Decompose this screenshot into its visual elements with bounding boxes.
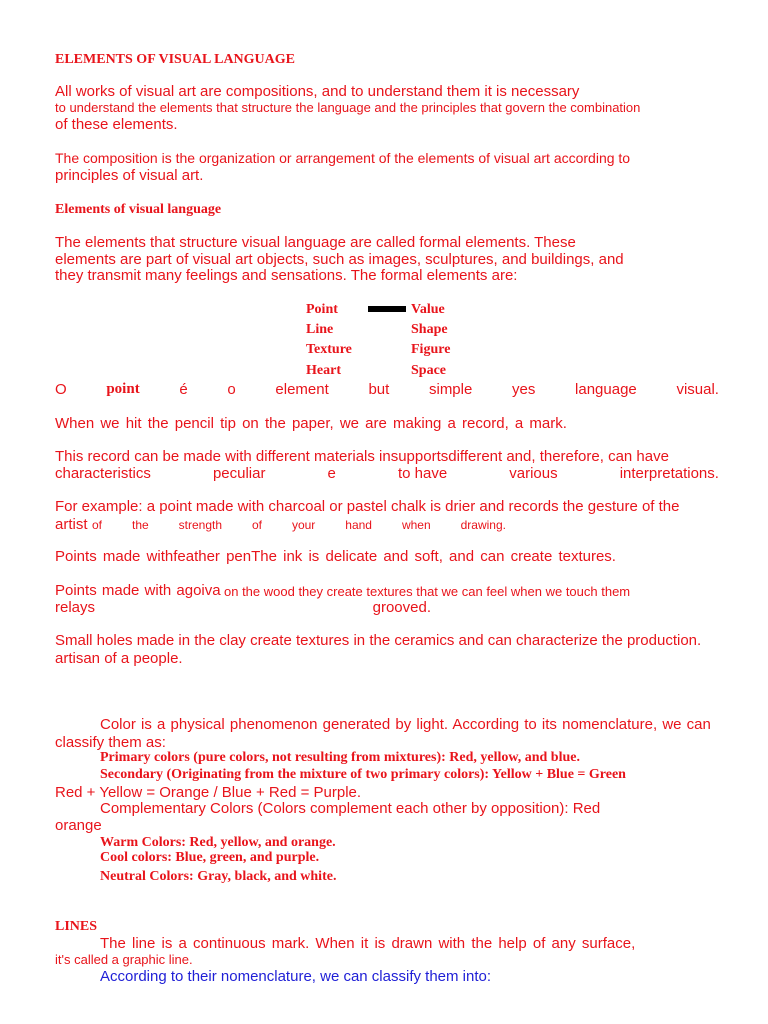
word: element <box>275 381 329 398</box>
word: hand <box>345 518 372 532</box>
word: o <box>227 381 236 398</box>
lines-heading: LINES <box>55 919 98 934</box>
intro-line-2: to understand the elements that structure the language and the principles that govern the combination <box>55 100 641 115</box>
intro-line-3: of these elements. <box>55 116 178 133</box>
lines-line-3: According to their nomenclature, we can classify them into: <box>100 968 492 985</box>
word: relays <box>55 599 96 616</box>
composition-line-2: principles of visual art. <box>55 167 204 184</box>
example-line-2-rest <box>92 519 506 531</box>
formal-element-left: Heart <box>306 363 341 378</box>
word: various <box>509 465 558 482</box>
word: visual. <box>676 381 719 398</box>
word: point <box>106 381 140 397</box>
holes-line-2: artisan of a people. <box>55 650 183 667</box>
word: of <box>92 518 103 532</box>
word: of <box>251 518 262 532</box>
elements-para-line-3: they transmit many feelings and sensations. The formal elements are: <box>55 267 518 284</box>
word: grooved. <box>372 599 431 616</box>
agoiva-line-2 <box>55 600 431 615</box>
example-line-2-start: artist <box>55 516 88 533</box>
word: O <box>55 381 67 398</box>
warm-colors: Warm Colors: Red, yellow, and orange. <box>100 835 336 850</box>
formal-element-right: Value <box>411 302 445 317</box>
word: characteristics <box>55 465 151 482</box>
word: simple <box>428 381 473 398</box>
page-title: ELEMENTS OF VISUAL LANGUAGE <box>55 52 295 67</box>
secondary-colors-2: Red + Yellow = Orange / Blue + Red = Purple. <box>55 784 362 801</box>
word: drawing. <box>460 518 506 532</box>
neutral-colors: Neutral Colors: Gray, black, and white. <box>100 869 337 884</box>
black-bar <box>368 306 406 312</box>
formal-element-left: Line <box>306 322 334 337</box>
elements-para-line-1: The elements that structure visual language are called formal elements. These <box>55 234 576 251</box>
word: é <box>179 381 188 398</box>
word: when <box>401 518 431 532</box>
record-line-1: This record can be made with different materials insupportsdifferent and, therefore, can have <box>55 448 669 465</box>
word: strength <box>178 518 222 532</box>
agoiva-line-1-start: Points made with agoiva <box>55 582 221 599</box>
word: but <box>368 381 390 398</box>
word: the <box>131 518 149 532</box>
record-line-2 <box>55 466 719 481</box>
example-line-1: For example: a point made with charcoal or pastel chalk is drier and records the gesture of the <box>55 498 680 515</box>
word: yes <box>512 381 536 398</box>
formal-element-right: Shape <box>411 322 448 337</box>
lines-line-2: it's called a graphic line. <box>55 952 193 967</box>
intro-line-1: All works of visual art are compositions, and to understand them it is necessary <box>55 83 580 100</box>
secondary-colors: Secondary (Originating from the mixture of two primary colors): Yellow + Blue = Green <box>100 767 626 782</box>
complementary-colors-2: orange <box>55 817 102 834</box>
word: your <box>291 518 316 532</box>
formal-element-right: Space <box>411 363 446 378</box>
word: interpretations. <box>619 465 719 482</box>
primary-colors: Primary colors (pure colors, not resulting from mixtures): Red, yellow, and blue. <box>100 750 580 765</box>
word: to have <box>397 465 448 482</box>
complementary-colors-1: Complementary Colors (Colors complement each other by opposition): Red <box>100 800 601 817</box>
subheading: Elements of visual language <box>55 202 222 217</box>
point-definition-line <box>55 382 719 397</box>
formal-element-left: Texture <box>306 342 352 357</box>
holes-line-1: Small holes made in the clay create textures in the ceramics and can characterize the production. <box>55 632 702 649</box>
formal-element-left: Point <box>306 302 338 317</box>
composition-line-1: The composition is the organization or arrangement of the elements of visual art according to <box>55 150 631 166</box>
agoiva-line-1-rest: on the wood they create textures that we can feel when we touch them <box>224 584 631 599</box>
formal-element-right: Figure <box>411 342 451 357</box>
elements-para-line-2: elements are part of visual art objects, such as images, sculptures, and buildings, and <box>55 251 624 268</box>
pencil-line: When we hit the pencil tip on the paper, we are making a record, a mark. <box>55 415 567 432</box>
word: e <box>327 465 336 482</box>
feather-line: Points made withfeather penThe ink is delicate and soft, and can create textures. <box>55 548 616 565</box>
lines-line-1: The line is a continuous mark. When it is drawn with the help of any surface, <box>100 935 636 952</box>
cool-colors: Cool colors: Blue, green, and purple. <box>100 850 320 865</box>
color-line-2: classify them as: <box>55 734 166 751</box>
word: language <box>575 381 637 398</box>
word: peculiar <box>212 465 266 482</box>
color-line-1: Color is a physical phenomenon generated by light. According to its nomenclature, we can <box>100 716 711 733</box>
